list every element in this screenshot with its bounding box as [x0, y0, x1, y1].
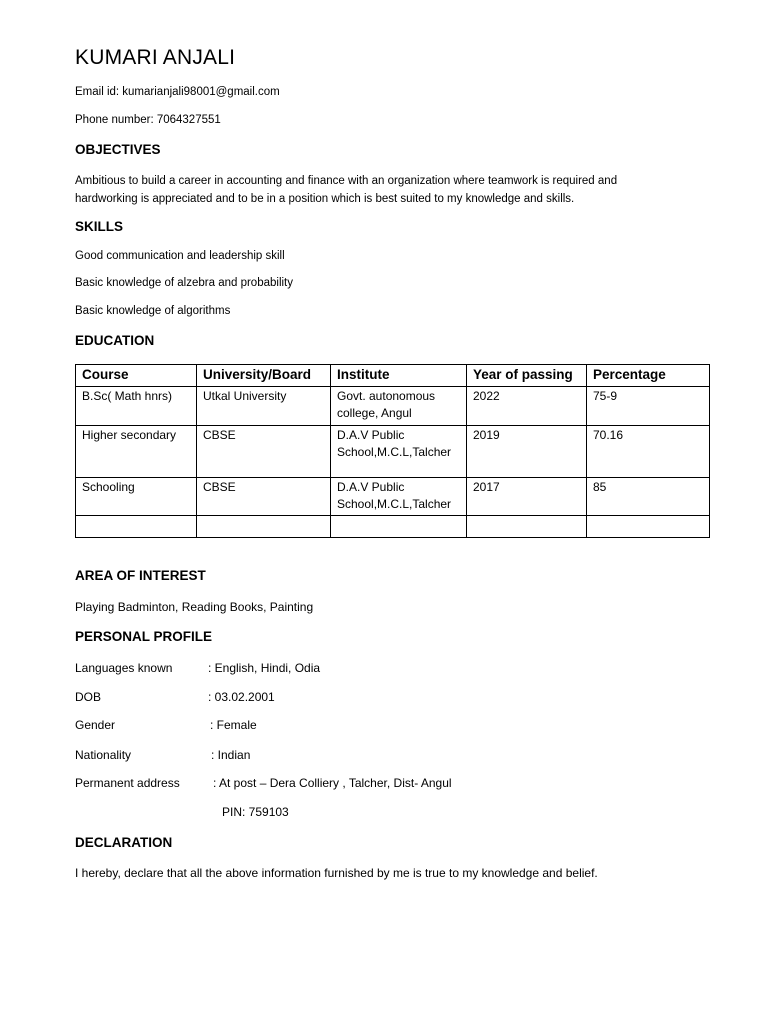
table-cell [76, 516, 197, 538]
table-cell: 85 [587, 478, 710, 516]
skills-heading: SKILLS [75, 219, 124, 234]
table-cell: Utkal University [197, 387, 331, 426]
declaration-text: I hereby, declare that all the above information furnished by me is true to my knowledge and belief. [75, 866, 598, 880]
table-cell: 2022 [467, 387, 587, 426]
table-cell: 75-9 [587, 387, 710, 426]
table-cell: CBSE [197, 478, 331, 516]
email-line: Email id: kumarianjali98001@gmail.com [75, 86, 280, 98]
education-heading: EDUCATION [75, 333, 155, 348]
profile-label-languages: Languages known [75, 661, 173, 675]
profile-value-nationality: : Indian [211, 748, 251, 762]
profile-label-dob: DOB [75, 690, 102, 704]
interest-text: Playing Badminton, Reading Books, Painting [75, 600, 314, 614]
table-row [76, 478, 710, 516]
column-header-course: Course [76, 365, 197, 387]
profile-value-gender: : Female [210, 718, 257, 732]
table-cell [587, 516, 710, 538]
objectives-text: Ambitious to build a career in accounting and finance with an organization where teamwork is required and hardworking is appreciated and to be in a position which is best suited to my knowledge and skills. [75, 175, 618, 205]
column-header-year: Year of passing [467, 365, 587, 387]
table-cell: 70.16 [587, 426, 710, 478]
table-cell: B.Sc( Math hnrs) [76, 387, 197, 426]
profile-label-address: Permanent address [75, 776, 180, 790]
candidate-name: KUMARI ANJALI [75, 46, 236, 69]
phone-line: Phone number: 7064327551 [75, 114, 221, 126]
table-cell: 2019 [467, 426, 587, 478]
column-header-institute: Institute [331, 365, 467, 387]
table-row [76, 426, 710, 478]
education-table [75, 364, 710, 538]
table-cell: D.A.V Public School,M.C.L,Talcher [331, 478, 467, 516]
table-cell: Schooling [76, 478, 197, 516]
skill-item: Basic knowledge of algorithms [75, 305, 231, 317]
profile-label-gender: Gender [75, 718, 116, 732]
profile-value-address: : At post – Dera Colliery , Talcher, Dist- Angul [213, 776, 452, 790]
table-row [76, 516, 710, 538]
table-cell: Higher secondary [76, 426, 197, 478]
table-cell: CBSE [197, 426, 331, 478]
profile-heading: PERSONAL PROFILE [75, 629, 213, 644]
column-header-percentage: Percentage [587, 365, 710, 387]
profile-label-nationality: Nationality [75, 748, 132, 762]
profile-pin: PIN: 759103 [222, 805, 289, 819]
table-cell [467, 516, 587, 538]
declaration-heading: DECLARATION [75, 835, 173, 850]
profile-value-languages: : English, Hindi, Odia [208, 661, 321, 675]
interest-heading: AREA OF INTEREST [75, 568, 206, 583]
profile-value-dob: : 03.02.2001 [208, 690, 275, 704]
column-header-university: University/Board [197, 365, 331, 387]
table-cell [197, 516, 331, 538]
table-cell: 2017 [467, 478, 587, 516]
table-cell [331, 516, 467, 538]
skill-item: Basic knowledge of alzebra and probability [75, 277, 293, 289]
objectives-heading: OBJECTIVES [75, 142, 161, 157]
skill-item: Good communication and leadership skill [75, 250, 285, 262]
table-row [76, 387, 710, 426]
table-cell: Govt. autonomous college, Angul [331, 387, 467, 426]
table-header-row [76, 365, 710, 387]
table-cell: D.A.V Public School,M.C.L,Talcher [331, 426, 467, 478]
